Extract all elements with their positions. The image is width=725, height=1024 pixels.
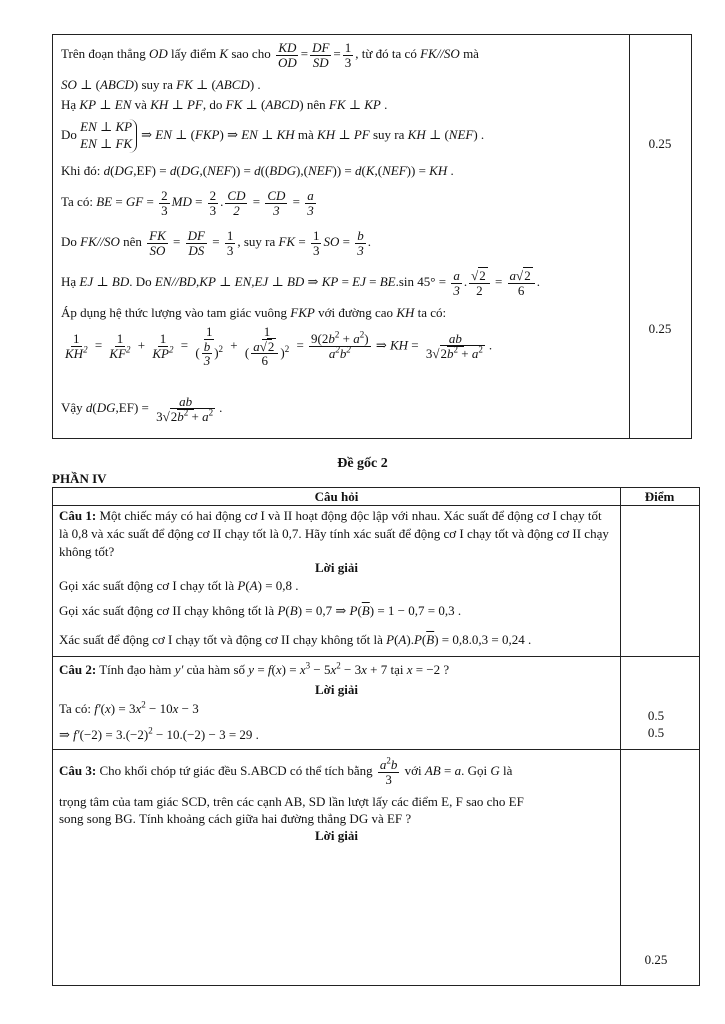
row-divider xyxy=(53,656,699,657)
line-6: Ta có: BE = GF = $\frac{2}{3}$ MD = $\frac{2}{3}$ . $\frac{CD}{2}$ = $\frac{CD}{3}$ = $\frac{a}{3}$ xyxy=(61,188,314,218)
column-header-question: Câu hỏi xyxy=(314,489,359,504)
q2-score-2: 0.5 xyxy=(647,725,665,740)
solution-label: Lời giải xyxy=(315,828,358,843)
part-label: PHẦN IV xyxy=(52,471,107,486)
line-7: Do FK//SO nên $\frac{FK}{SO}$ = $\frac{DF}{DS}$ = $\frac{1}{3}$ , suy ra FK = $\frac{1}{3}$ SO = $\frac{b}{3}$ . xyxy=(61,228,371,258)
score-column-divider xyxy=(629,35,630,438)
solution-label: Lời giải xyxy=(315,560,358,575)
line-8: Hạ EJ ⊥ BD. Do EN//BD,KP ⊥ EN,EJ ⊥ BD ⇒ KP = EJ = BE.sin 45° = $\frac{a}{3}$ . $\frac{√2}{2}$ = $\frac{a√2}{6}$ . xyxy=(61,268,540,298)
score-2: 0.25 xyxy=(648,321,672,336)
question-2: Câu 2: Tính đạo hàm y′ của hàm số $y = f(x) = x^3 - 5x^2 - 3x + 7$ tại x = −2 ? xyxy=(59,660,450,677)
row-divider xyxy=(53,749,699,750)
question-3-line-2: trọng tâm của tam giác SCD, trên các cạnh AB, SD lần lượt lấy các điểm E, F sao cho EF xyxy=(59,794,524,809)
question-3-line-3: song song BG. Tính khoảng cách giữa hai đường thẳng DG và EF ? xyxy=(59,811,412,826)
row-divider xyxy=(53,505,699,506)
q2-step-1: Ta có: $f'(x) = 3x^2 - 10x - 3$ xyxy=(59,699,199,716)
q1-step-3: Xác suất để động cơ I chạy tốt và động cơ II chạy không tốt là $P(A).P(\overline{B}) = 0,8.0,3 = 0,24$ . xyxy=(59,632,532,647)
line-11: Vậy d(DG,EF) = $\frac{ab}{3√2b^2 + a^2}$ . xyxy=(61,394,223,424)
line-3: Hạ KP ⊥ EN và KH ⊥ PF, do FK ⊥ (ABCD) nên FK ⊥ KP . xyxy=(61,97,388,112)
q1-step-2: Gọi xác suất động cơ II chạy không tốt là P(B) = 0,7 ⇒ $P(\overline{B}) = 1 - 0,7 = 0,3$ . xyxy=(59,603,462,618)
question-1: Câu 1: Một chiếc máy có hai động cơ I và II hoạt động độc lập với nhau. Xác suất để động cơ I chạy tốt là 0,8 và xác suất để động cơ II chạy tốt là 0,7. Hãy tính xác suất để động cơ I chạy tốt và động cơ II chạy không tốt? xyxy=(59,508,609,559)
line-5: Khi đó: d(DG,EF) = d(DG,(NEF)) = d((BDG),(NEF)) = d(K,(NEF)) = KH . xyxy=(61,163,454,178)
score-1: 0.25 xyxy=(648,136,672,151)
section-heading: Đề gốc 2 xyxy=(337,456,388,471)
column-header-score: Điểm xyxy=(644,489,675,504)
score-column-divider xyxy=(620,488,621,985)
q2-score-1: 0.5 xyxy=(647,708,665,723)
q3-score: 0.25 xyxy=(644,952,668,967)
q1-step-1: Gọi xác suất động cơ I chạy tốt là P(A) = 0,8 . xyxy=(59,578,299,593)
solution-label: Lời giải xyxy=(315,682,358,697)
line-10: $\frac{1}{KH^2}$ = $\frac{1}{KF^2}$ + $\frac{1}{KP^2}$ = 1 ( $\frac{b}{3}$ )$^2$ + 1 ( $\frac{a√2}{6}$ )$^2$ = $\frac{9(2b^2 + a^2)}{a^2b^2}$ ⇒ KH = $\frac{ab}{3√2b^2 + a^2}$ . xyxy=(65,324,493,369)
line-9: Áp dụng hệ thức lượng vào tam giác vuông FKP với đường cao KH ta có: xyxy=(61,305,447,320)
question-table xyxy=(52,487,700,986)
question-3: Câu 3: Cho khối chóp tứ giác đều S.ABCD có thể tích bằng $\frac{a^2b}{3}$ với AB = a. Gọi G là xyxy=(59,755,513,787)
line-2: SO ⊥ (ABCD) suy ra FK ⊥ (ABCD) . xyxy=(61,77,261,92)
solution-table-top xyxy=(52,34,692,439)
line-4: Do EN ⊥ KP EN ⊥ FK ⇒ EN ⊥ (FKP) ⇒ EN ⊥ KH mà KH ⊥ PF suy ra KH ⊥ (NEF) . xyxy=(61,119,485,151)
q2-step-2: ⇒ $f'(-2) = 3.(-2)^2 - 10.(-2) - 3 = 29$ . xyxy=(59,725,259,742)
line-1: Trên đoạn thẳng OD lấy điểm K sao cho $\frac{KD}{OD}$ = $\frac{DF}{SD}$ = $\frac{1}{3}$ , từ đó ta có FK//SO mà xyxy=(61,40,479,70)
